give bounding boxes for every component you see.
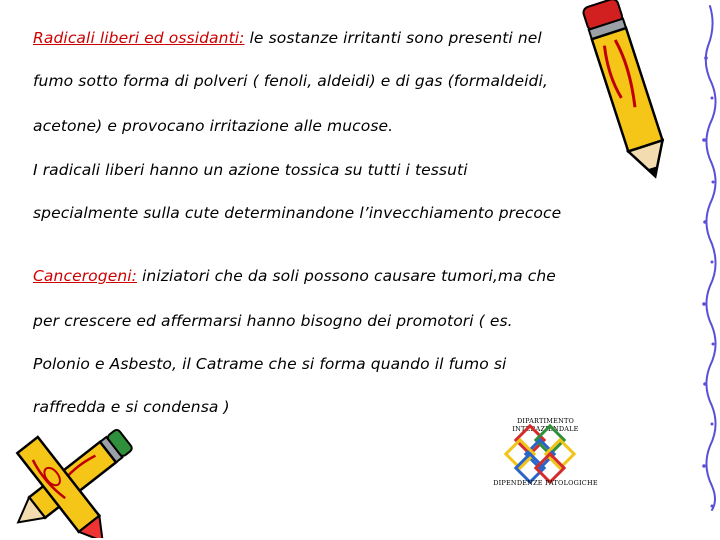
logo-top-text: DIPARTIMENTO INTERAZIENDALE xyxy=(512,417,579,433)
line-text: per crescere ed affermarsi hanno bisogno dei promotori ( es. xyxy=(33,312,513,330)
line-text: specialmente sulla cute determinandone l’invecchiamento precoce xyxy=(33,204,562,222)
text-line-8 xyxy=(33,354,506,374)
text-line-7 xyxy=(33,311,513,331)
dipartimento-logo xyxy=(488,410,603,495)
line-text: raffredda e si condensa ) xyxy=(33,398,230,416)
line-text: fumo sotto forma di polveri ( fenoli, aldeidi) e di gas (formaldeidi, xyxy=(33,72,548,90)
line-text: le sostanze irritanti sono presenti nel xyxy=(244,29,542,47)
line-text: acetone) e provocano irritazione alle mucose. xyxy=(33,117,394,135)
line-text: iniziatori che da soli possono causare tumori,ma che xyxy=(137,267,556,285)
term-radicali-liberi: Radicali liberi ed ossidanti: xyxy=(33,29,245,47)
logo-bottom-text: DIPENDENZE PATOLOGICHE xyxy=(493,479,598,487)
term-cancerogeni: Cancerogeni: xyxy=(33,267,137,285)
text-line-6 xyxy=(33,266,556,286)
line-text: I radicali liberi hanno un azione tossica su tutti i tessuti xyxy=(33,161,468,179)
text-line-3 xyxy=(33,116,393,136)
text-line-1 xyxy=(33,28,542,48)
text-line-4 xyxy=(33,160,468,180)
text-line-5 xyxy=(33,203,561,223)
decorative-border xyxy=(682,0,720,540)
text-line-9 xyxy=(33,397,230,417)
text-line-2 xyxy=(33,71,548,91)
line-text: Polonio e Asbesto, il Catrame che si forma quando il fumo si xyxy=(33,355,507,373)
crossed-pencils-icon xyxy=(0,428,150,538)
pencil-icon xyxy=(580,0,680,185)
